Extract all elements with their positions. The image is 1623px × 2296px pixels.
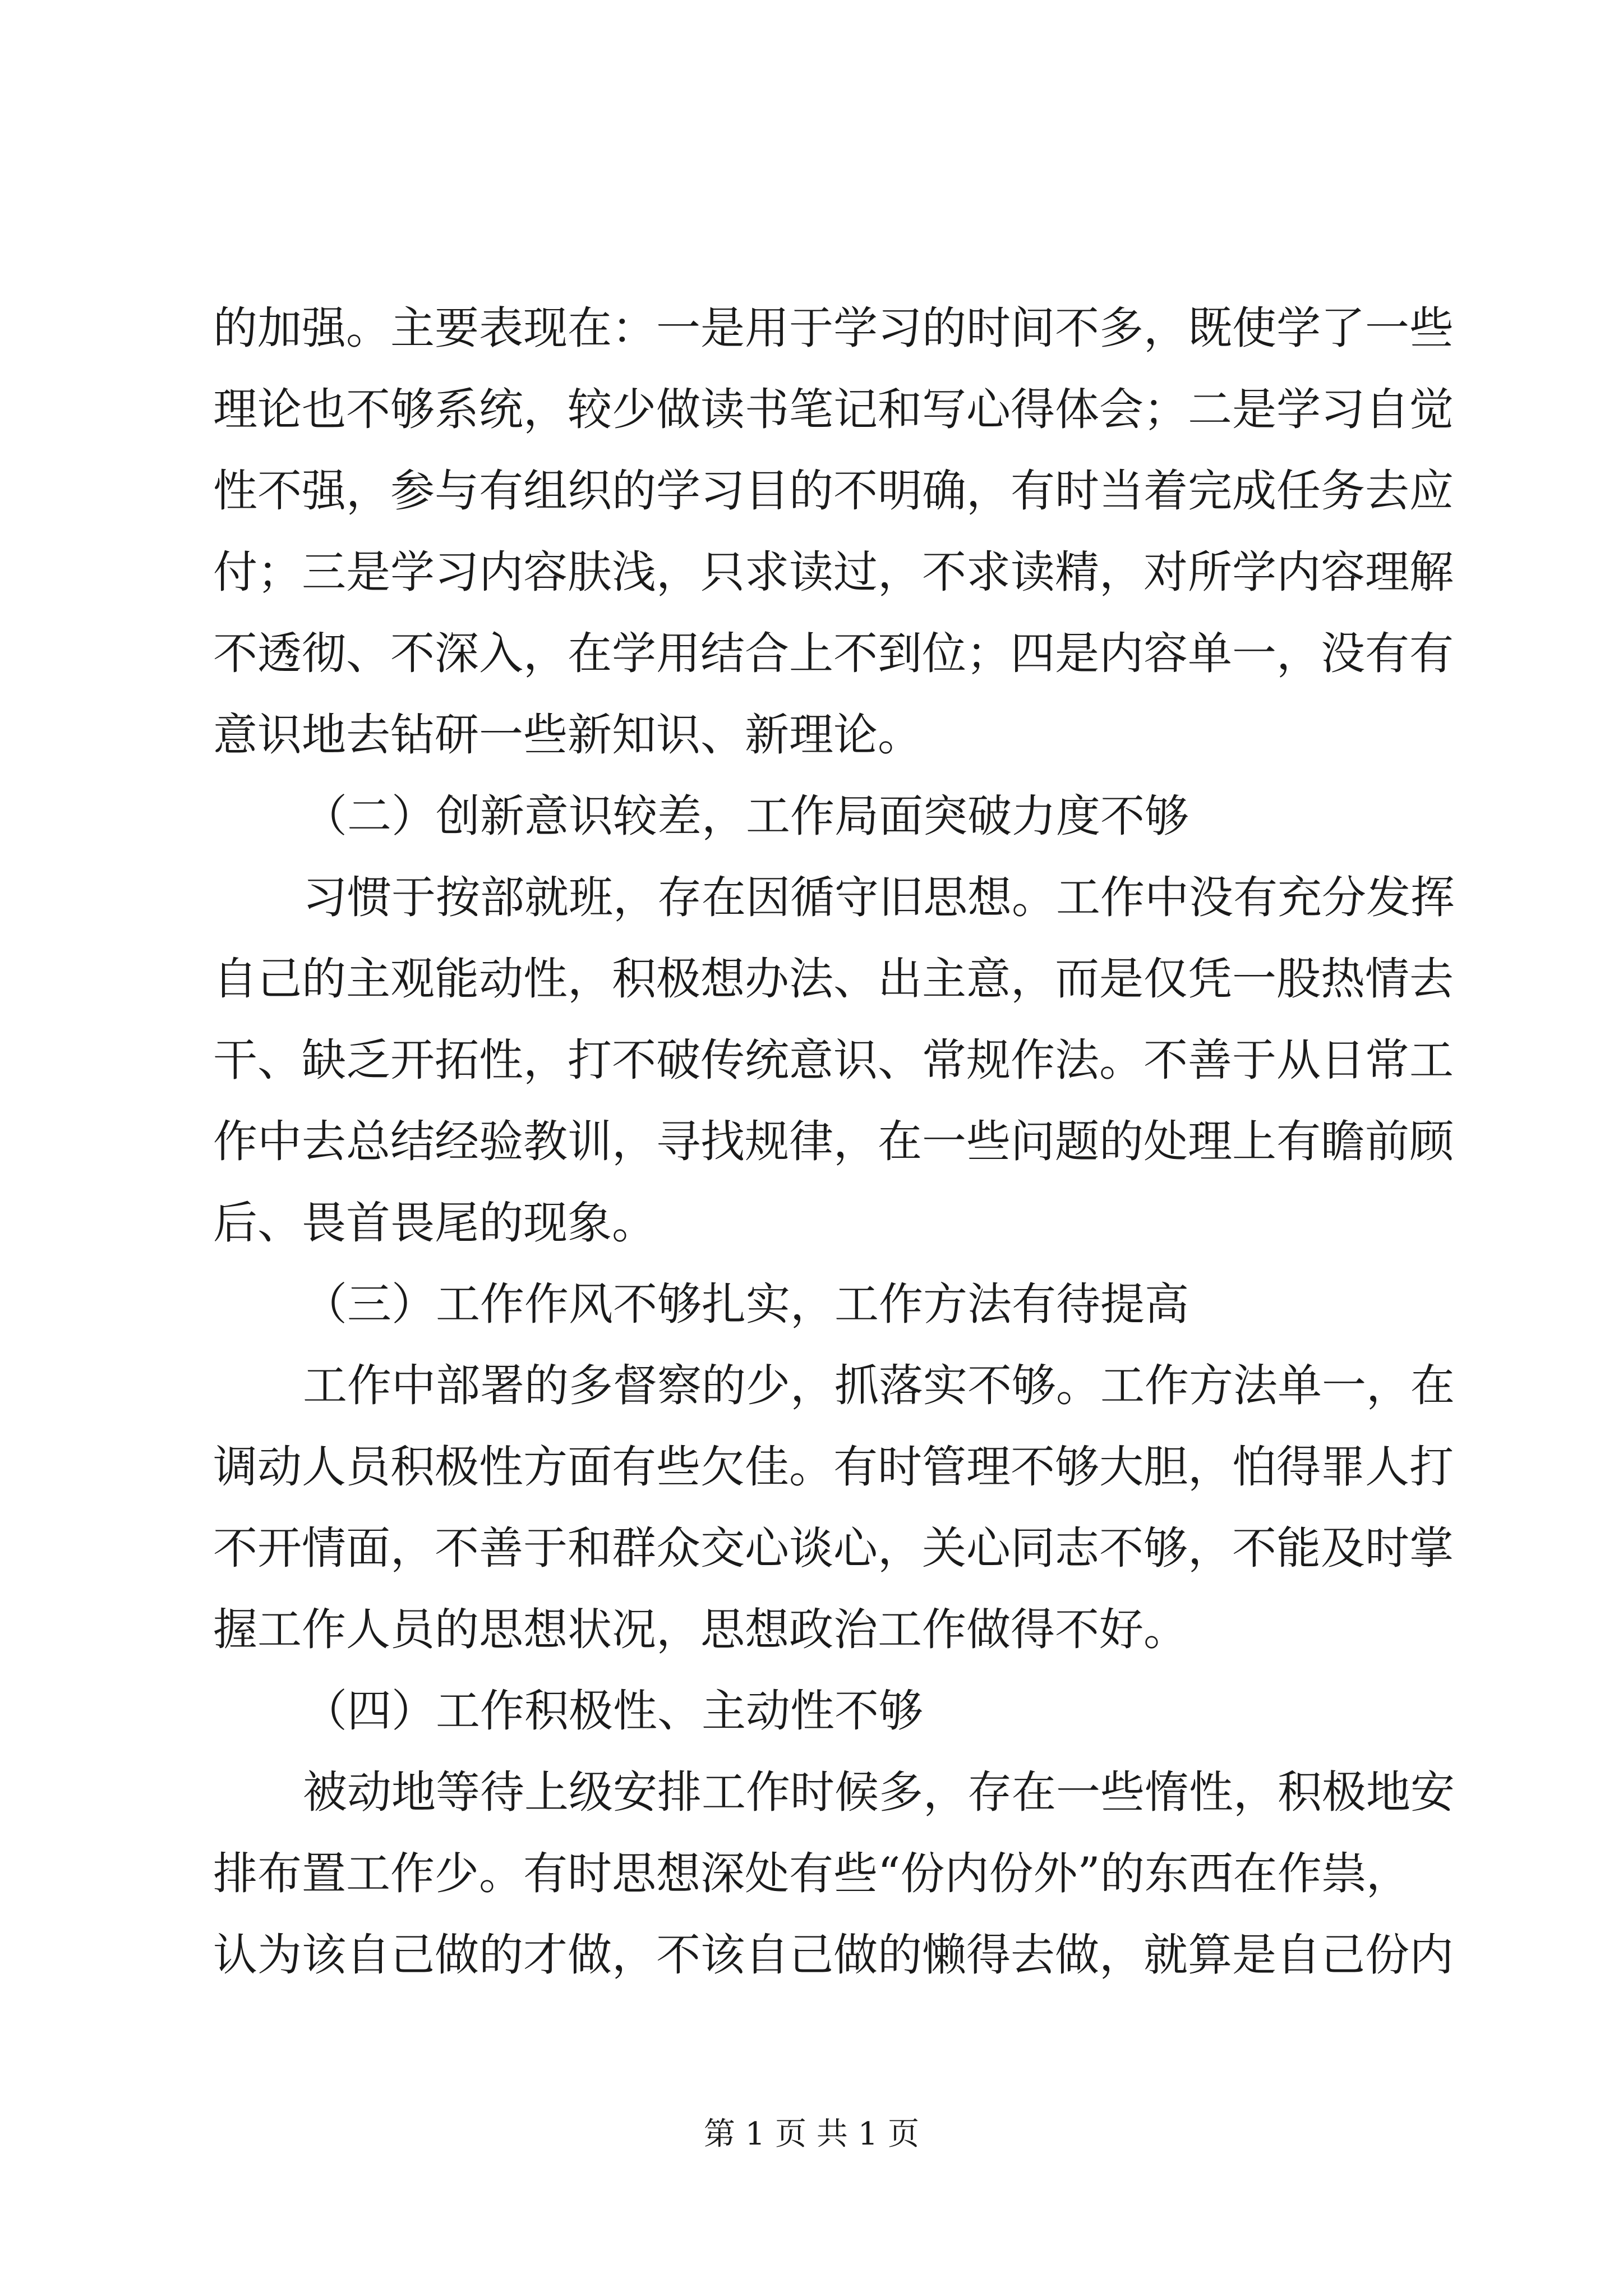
- body-line-16: 不开情面，不善于和群众交心谈心，关心同志不够，不能及时掌: [213, 1522, 1454, 1574]
- body-line-12: 后、畏首畏尾的现象。: [213, 1197, 656, 1249]
- section-heading-2: （二）创新意识较差，工作局面突破力度不够: [303, 790, 1189, 842]
- section-heading-4: （四）工作积极性、主动性不够: [303, 1685, 923, 1737]
- body-line-10: 干、缺乏开拓性，打不破传统意识、常规作法。不善于从日常工: [213, 1034, 1454, 1086]
- body-line-6: 意识地去钻研一些新知识、新理论。: [213, 709, 922, 761]
- body-line-19: 被动地等待上级安排工作时候多，存在一些惰性，积极地安: [303, 1766, 1455, 1818]
- body-line-14: 工作中部署的多督察的少，抓落实不够。工作方法单一，在: [303, 1360, 1455, 1411]
- body-line-21: 认为该自己做的才做，不该自己做的懒得去做，就算是自己份内: [213, 1929, 1454, 1981]
- body-line-11: 作中去总结经验教训，寻找规律，在一些问题的处理上有瞻前顾: [213, 1116, 1454, 1167]
- section-heading-3: （三）工作作风不够扎实，工作方法有待提高: [303, 1278, 1189, 1330]
- body-line-3: 性不强，参与有组织的学习目的不明确，有时当着完成任务去应: [213, 465, 1454, 517]
- body-line-1: 的加强。主要表现在：一是用于学习的时间不多，既使学了一些: [213, 302, 1454, 354]
- body-line-9: 自己的主观能动性，积极想办法、出主意，而是仅凭一股热情去: [213, 953, 1454, 1005]
- body-line-20: 排布置工作少。有时思想深处有些“份内份外”的东西在作祟，: [213, 1848, 1410, 1899]
- body-line-17: 握工作人员的思想状况，思想政治工作做得不好。: [213, 1604, 1188, 1655]
- body-line-2: 理论也不够系统，较少做读书笔记和写心得体会；二是学习自觉: [213, 384, 1454, 435]
- body-line-15: 调动人员积极性方面有些欠佳。有时管理不够大胆，怕得罪人打: [213, 1441, 1454, 1493]
- body-line-8: 习惯于按部就班，存在因循守旧思想。工作中没有充分发挥: [303, 872, 1455, 923]
- body-line-5: 不透彻、不深入，在学用结合上不到位；四是内容单一，没有有: [213, 628, 1454, 679]
- body-line-4: 付；三是学习内容肤浅，只求读过，不求读精，对所学内容理解: [213, 546, 1454, 598]
- page-footer: 第 1 页 共 1 页: [703, 2116, 920, 2152]
